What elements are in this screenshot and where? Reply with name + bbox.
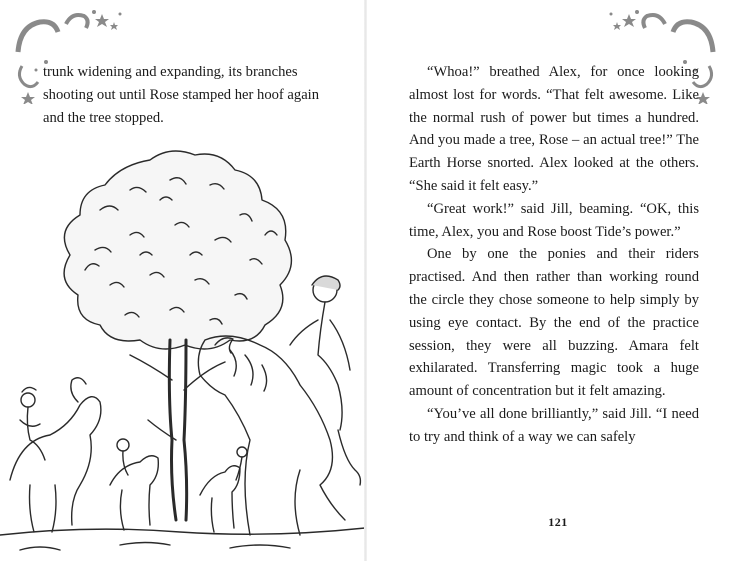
left-page: [0, 0, 365, 561]
paragraph: One by one the ponies and their riders practised. And then rather than working round the circle they chose someone to help simply by using eye contact. By the end of the practice session, they were all buzzing. Amara felt exhilarated. Transferring magic took a huge amount of concentration but it felt amazing.: [409, 246, 699, 400]
left-page-text: [43, 61, 343, 129]
paragraph: trunk widening and expanding, its branches shooting out until Rose stamped her hoof again and the tree stopped.: [43, 64, 320, 126]
paragraph: “Whoa!” breathed Alex, for once looking almost lost for words. “That felt awesome. Like the normal rush of power but times a hundred. And you made a tree, Rose – an actual tree!” The Earth Horse snorted. Alex looked at the others. “She said it felt easy.”: [409, 64, 699, 194]
right-page-text: [409, 61, 699, 449]
page-number: 121: [548, 515, 568, 529]
paragraph: “Great work!” said Jill, beaming. “OK, this time, Alex, you and Rose boost Tide’s power.”: [409, 200, 699, 240]
paragraph: “You’ve all done brilliantly,” said Jill. “I need to try and think of a way we can safely: [409, 405, 699, 445]
riders-and-ponies-around-tree-illustration: [0, 140, 365, 561]
right-page: [366, 0, 731, 561]
